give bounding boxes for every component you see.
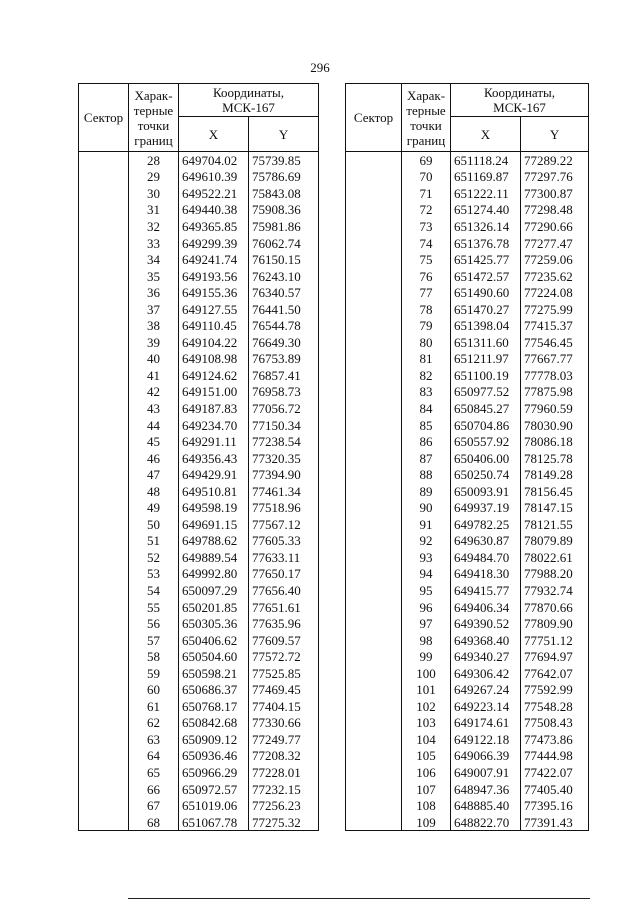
y-coordinate: 77330.66 bbox=[249, 715, 319, 732]
x-coordinate: 649484.70 bbox=[451, 549, 521, 566]
point-number: 70 bbox=[402, 169, 451, 186]
header-sector: Сектор bbox=[346, 84, 402, 152]
header-coordinates bbox=[179, 84, 319, 117]
x-coordinate: 650842.68 bbox=[179, 715, 249, 732]
x-coordinate: 649007.91 bbox=[451, 764, 521, 781]
y-coordinate: 76062.74 bbox=[249, 235, 319, 252]
y-coordinate: 77518.96 bbox=[249, 499, 319, 516]
x-coordinate: 649889.54 bbox=[179, 549, 249, 566]
header-points-line: границ bbox=[134, 132, 173, 148]
x-coordinate: 650250.74 bbox=[451, 466, 521, 483]
y-coordinate: 75981.86 bbox=[249, 218, 319, 235]
point-number: 66 bbox=[129, 781, 179, 798]
x-coordinate: 651211.97 bbox=[451, 351, 521, 368]
point-number: 38 bbox=[129, 317, 179, 334]
x-coordinate: 650598.21 bbox=[179, 665, 249, 682]
y-coordinate: 77208.32 bbox=[249, 748, 319, 765]
point-number: 109 bbox=[402, 814, 451, 831]
point-number: 46 bbox=[129, 450, 179, 467]
y-coordinate: 77642.07 bbox=[521, 665, 589, 682]
x-coordinate: 649174.61 bbox=[451, 715, 521, 732]
y-coordinate: 77870.66 bbox=[521, 599, 589, 616]
header-coords-line: МСК-167 bbox=[493, 100, 546, 115]
coordinates-table-left bbox=[78, 83, 319, 831]
y-coordinate: 77778.03 bbox=[521, 367, 589, 384]
x-coordinate: 649291.11 bbox=[179, 433, 249, 450]
y-coordinate: 75908.36 bbox=[249, 202, 319, 219]
x-coordinate: 649418.30 bbox=[451, 566, 521, 583]
header-coords-line: Координаты, bbox=[213, 85, 284, 100]
header-characteristic-points bbox=[129, 84, 179, 152]
point-number: 75 bbox=[402, 251, 451, 268]
y-coordinate: 77249.77 bbox=[249, 731, 319, 748]
header-coords-line: Координаты, bbox=[484, 85, 555, 100]
x-coordinate: 649522.21 bbox=[179, 185, 249, 202]
point-number: 84 bbox=[402, 400, 451, 417]
y-coordinate: 77605.33 bbox=[249, 533, 319, 550]
page-number: 296 bbox=[310, 60, 330, 75]
x-coordinate: 649610.39 bbox=[179, 169, 249, 186]
point-number: 89 bbox=[402, 483, 451, 500]
y-coordinate: 77461.34 bbox=[249, 483, 319, 500]
x-coordinate: 649510.81 bbox=[179, 483, 249, 500]
point-number: 40 bbox=[129, 351, 179, 368]
x-coordinate: 651311.60 bbox=[451, 334, 521, 351]
y-coordinate: 77469.45 bbox=[249, 682, 319, 699]
x-coordinate: 649992.80 bbox=[179, 566, 249, 583]
point-number: 76 bbox=[402, 268, 451, 285]
x-coordinate: 650966.29 bbox=[179, 764, 249, 781]
y-coordinate: 78149.28 bbox=[521, 466, 589, 483]
header-points-line: границ bbox=[406, 132, 446, 148]
x-coordinate: 648885.40 bbox=[451, 797, 521, 814]
header-sector: Сектор bbox=[79, 84, 129, 152]
point-number: 77 bbox=[402, 284, 451, 301]
point-number: 39 bbox=[129, 334, 179, 351]
y-coordinate: 77395.16 bbox=[521, 797, 589, 814]
x-coordinate: 651425.77 bbox=[451, 251, 521, 268]
y-coordinate: 77275.32 bbox=[249, 814, 319, 831]
y-coordinate: 77667.77 bbox=[521, 351, 589, 368]
header-points-line: терные bbox=[406, 102, 446, 118]
header-points-line: точки bbox=[410, 117, 442, 133]
y-coordinate: 78121.55 bbox=[521, 516, 589, 533]
x-coordinate: 649368.40 bbox=[451, 632, 521, 649]
x-coordinate: 649429.91 bbox=[179, 466, 249, 483]
x-coordinate: 649788.62 bbox=[179, 533, 249, 550]
point-number: 87 bbox=[402, 450, 451, 467]
point-number: 92 bbox=[402, 533, 451, 550]
point-number: 64 bbox=[129, 748, 179, 765]
y-coordinate: 77444.98 bbox=[521, 748, 589, 765]
point-number: 53 bbox=[129, 566, 179, 583]
x-coordinate: 651067.78 bbox=[179, 814, 249, 831]
point-number: 96 bbox=[402, 599, 451, 616]
point-number: 99 bbox=[402, 648, 451, 665]
point-number: 47 bbox=[129, 466, 179, 483]
x-coordinate: 650845.27 bbox=[451, 400, 521, 417]
y-coordinate: 77809.90 bbox=[521, 615, 589, 632]
x-coordinate: 650909.12 bbox=[179, 731, 249, 748]
point-number: 50 bbox=[129, 516, 179, 533]
point-number: 107 bbox=[402, 781, 451, 798]
point-number: 63 bbox=[129, 731, 179, 748]
x-coordinate: 650201.85 bbox=[179, 599, 249, 616]
x-coordinate: 649110.45 bbox=[179, 317, 249, 334]
y-coordinate: 77238.54 bbox=[249, 433, 319, 450]
point-number: 61 bbox=[129, 698, 179, 715]
point-number: 71 bbox=[402, 185, 451, 202]
x-coordinate: 649151.00 bbox=[179, 384, 249, 401]
point-number: 54 bbox=[129, 582, 179, 599]
y-coordinate: 76649.30 bbox=[249, 334, 319, 351]
point-number: 72 bbox=[402, 202, 451, 219]
x-coordinate: 649122.18 bbox=[451, 731, 521, 748]
point-number: 103 bbox=[402, 715, 451, 732]
y-coordinate: 76243.10 bbox=[249, 268, 319, 285]
point-number: 78 bbox=[402, 301, 451, 318]
point-number: 83 bbox=[402, 384, 451, 401]
y-coordinate: 77275.99 bbox=[521, 301, 589, 318]
y-coordinate: 77572.72 bbox=[249, 648, 319, 665]
x-coordinate: 649390.52 bbox=[451, 615, 521, 632]
point-number: 59 bbox=[129, 665, 179, 682]
y-coordinate: 77235.62 bbox=[521, 268, 589, 285]
x-coordinate: 649108.98 bbox=[179, 351, 249, 368]
point-number: 55 bbox=[129, 599, 179, 616]
x-coordinate: 651169.87 bbox=[451, 169, 521, 186]
y-coordinate: 77320.35 bbox=[249, 450, 319, 467]
x-coordinate: 651326.14 bbox=[451, 218, 521, 235]
y-coordinate: 76441.50 bbox=[249, 301, 319, 318]
y-coordinate: 77404.15 bbox=[249, 698, 319, 715]
y-coordinate: 77988.20 bbox=[521, 566, 589, 583]
x-coordinate: 648822.70 bbox=[451, 814, 521, 831]
y-coordinate: 78030.90 bbox=[521, 417, 589, 434]
header-points-line: Харак- bbox=[134, 87, 173, 103]
x-coordinate: 650406.62 bbox=[179, 632, 249, 649]
y-coordinate: 77290.66 bbox=[521, 218, 589, 235]
point-number: 29 bbox=[129, 169, 179, 186]
header-points-line: Харак- bbox=[406, 87, 446, 103]
table-body-right bbox=[346, 152, 589, 831]
y-coordinate: 77256.23 bbox=[249, 797, 319, 814]
point-number: 88 bbox=[402, 466, 451, 483]
x-coordinate: 649306.42 bbox=[451, 665, 521, 682]
coordinates-table-right bbox=[345, 83, 589, 831]
y-coordinate: 77289.22 bbox=[521, 152, 589, 169]
y-coordinate: 77651.61 bbox=[249, 599, 319, 616]
x-coordinate: 649124.62 bbox=[179, 367, 249, 384]
header-coords-line: МСК-167 bbox=[222, 100, 275, 115]
y-coordinate: 77567.12 bbox=[249, 516, 319, 533]
y-coordinate: 77932.74 bbox=[521, 582, 589, 599]
x-coordinate: 649782.25 bbox=[451, 516, 521, 533]
x-coordinate: 650768.17 bbox=[179, 698, 249, 715]
sector-cell bbox=[79, 152, 129, 831]
y-coordinate: 77391.43 bbox=[521, 814, 589, 831]
x-coordinate: 650972.57 bbox=[179, 781, 249, 798]
point-number: 43 bbox=[129, 400, 179, 417]
x-coordinate: 651472.57 bbox=[451, 268, 521, 285]
x-coordinate: 650504.60 bbox=[179, 648, 249, 665]
bottom-divider bbox=[128, 898, 590, 899]
point-number: 65 bbox=[129, 764, 179, 781]
x-coordinate: 649365.85 bbox=[179, 218, 249, 235]
point-number: 97 bbox=[402, 615, 451, 632]
header-x: X bbox=[179, 117, 249, 152]
table-row bbox=[346, 152, 589, 169]
point-number: 80 bbox=[402, 334, 451, 351]
x-coordinate: 651274.40 bbox=[451, 202, 521, 219]
point-number: 79 bbox=[402, 317, 451, 334]
point-number: 102 bbox=[402, 698, 451, 715]
point-number: 34 bbox=[129, 251, 179, 268]
y-coordinate: 77150.34 bbox=[249, 417, 319, 434]
point-number: 28 bbox=[129, 152, 179, 169]
point-number: 106 bbox=[402, 764, 451, 781]
point-number: 60 bbox=[129, 682, 179, 699]
x-coordinate: 650406.00 bbox=[451, 450, 521, 467]
table-row bbox=[79, 152, 319, 169]
header-y: Y bbox=[249, 117, 319, 152]
y-coordinate: 77300.87 bbox=[521, 185, 589, 202]
x-coordinate: 649340.27 bbox=[451, 648, 521, 665]
x-coordinate: 650305.36 bbox=[179, 615, 249, 632]
point-number: 95 bbox=[402, 582, 451, 599]
x-coordinate: 651100.19 bbox=[451, 367, 521, 384]
point-number: 58 bbox=[129, 648, 179, 665]
point-number: 33 bbox=[129, 235, 179, 252]
x-coordinate: 651470.27 bbox=[451, 301, 521, 318]
point-number: 101 bbox=[402, 682, 451, 699]
x-coordinate: 650557.92 bbox=[451, 433, 521, 450]
x-coordinate: 649406.34 bbox=[451, 599, 521, 616]
x-coordinate: 650704.86 bbox=[451, 417, 521, 434]
point-number: 56 bbox=[129, 615, 179, 632]
point-number: 68 bbox=[129, 814, 179, 831]
y-coordinate: 76150.15 bbox=[249, 251, 319, 268]
x-coordinate: 649704.02 bbox=[179, 152, 249, 169]
point-number: 100 bbox=[402, 665, 451, 682]
y-coordinate: 76857.41 bbox=[249, 367, 319, 384]
x-coordinate: 649234.70 bbox=[179, 417, 249, 434]
point-number: 74 bbox=[402, 235, 451, 252]
y-coordinate: 77508.43 bbox=[521, 715, 589, 732]
header-points-line: терные bbox=[133, 102, 174, 118]
y-coordinate: 78156.45 bbox=[521, 483, 589, 500]
y-coordinate: 77751.12 bbox=[521, 632, 589, 649]
y-coordinate: 77405.40 bbox=[521, 781, 589, 798]
x-coordinate: 649267.24 bbox=[451, 682, 521, 699]
point-number: 35 bbox=[129, 268, 179, 285]
y-coordinate: 77394.90 bbox=[249, 466, 319, 483]
x-coordinate: 649630.87 bbox=[451, 533, 521, 550]
y-coordinate: 77422.07 bbox=[521, 764, 589, 781]
x-coordinate: 651490.60 bbox=[451, 284, 521, 301]
x-coordinate: 649187.83 bbox=[179, 400, 249, 417]
point-number: 67 bbox=[129, 797, 179, 814]
point-number: 30 bbox=[129, 185, 179, 202]
x-coordinate: 649691.15 bbox=[179, 516, 249, 533]
x-coordinate: 648947.36 bbox=[451, 781, 521, 798]
x-coordinate: 650097.29 bbox=[179, 582, 249, 599]
point-number: 37 bbox=[129, 301, 179, 318]
header-coordinates bbox=[451, 84, 589, 117]
y-coordinate: 76958.73 bbox=[249, 384, 319, 401]
y-coordinate: 77224.08 bbox=[521, 284, 589, 301]
point-number: 108 bbox=[402, 797, 451, 814]
point-number: 42 bbox=[129, 384, 179, 401]
y-coordinate: 77592.99 bbox=[521, 682, 589, 699]
x-coordinate: 649066.39 bbox=[451, 748, 521, 765]
y-coordinate: 78079.89 bbox=[521, 533, 589, 550]
point-number: 93 bbox=[402, 549, 451, 566]
point-number: 49 bbox=[129, 499, 179, 516]
point-number: 90 bbox=[402, 499, 451, 516]
table-body-left bbox=[79, 152, 319, 831]
y-coordinate: 75843.08 bbox=[249, 185, 319, 202]
point-number: 36 bbox=[129, 284, 179, 301]
y-coordinate: 78125.78 bbox=[521, 450, 589, 467]
y-coordinate: 77297.76 bbox=[521, 169, 589, 186]
y-coordinate: 77232.15 bbox=[249, 781, 319, 798]
y-coordinate: 77473.86 bbox=[521, 731, 589, 748]
y-coordinate: 76544.78 bbox=[249, 317, 319, 334]
x-coordinate: 649415.77 bbox=[451, 582, 521, 599]
x-coordinate: 651019.06 bbox=[179, 797, 249, 814]
point-number: 51 bbox=[129, 533, 179, 550]
point-number: 94 bbox=[402, 566, 451, 583]
y-coordinate: 77056.72 bbox=[249, 400, 319, 417]
point-number: 44 bbox=[129, 417, 179, 434]
y-coordinate: 77415.37 bbox=[521, 317, 589, 334]
y-coordinate: 77277.47 bbox=[521, 235, 589, 252]
point-number: 32 bbox=[129, 218, 179, 235]
point-number: 105 bbox=[402, 748, 451, 765]
y-coordinate: 76340.57 bbox=[249, 284, 319, 301]
y-coordinate: 77259.06 bbox=[521, 251, 589, 268]
point-number: 57 bbox=[129, 632, 179, 649]
point-number: 98 bbox=[402, 632, 451, 649]
y-coordinate: 77228.01 bbox=[249, 764, 319, 781]
y-coordinate: 75739.85 bbox=[249, 152, 319, 169]
x-coordinate: 649127.55 bbox=[179, 301, 249, 318]
x-coordinate: 649937.19 bbox=[451, 499, 521, 516]
point-number: 85 bbox=[402, 417, 451, 434]
point-number: 69 bbox=[402, 152, 451, 169]
point-number: 45 bbox=[129, 433, 179, 450]
y-coordinate: 77609.57 bbox=[249, 632, 319, 649]
point-number: 62 bbox=[129, 715, 179, 732]
point-number: 81 bbox=[402, 351, 451, 368]
y-coordinate: 77525.85 bbox=[249, 665, 319, 682]
point-number: 31 bbox=[129, 202, 179, 219]
y-coordinate: 77960.59 bbox=[521, 400, 589, 417]
x-coordinate: 649223.14 bbox=[451, 698, 521, 715]
x-coordinate: 649241.74 bbox=[179, 251, 249, 268]
y-coordinate: 78086.18 bbox=[521, 433, 589, 450]
y-coordinate: 76753.89 bbox=[249, 351, 319, 368]
x-coordinate: 649193.56 bbox=[179, 268, 249, 285]
point-number: 41 bbox=[129, 367, 179, 384]
header-x: X bbox=[451, 117, 521, 152]
x-coordinate: 651376.78 bbox=[451, 235, 521, 252]
x-coordinate: 651398.04 bbox=[451, 317, 521, 334]
point-number: 82 bbox=[402, 367, 451, 384]
x-coordinate: 649155.36 bbox=[179, 284, 249, 301]
point-number: 104 bbox=[402, 731, 451, 748]
x-coordinate: 651222.11 bbox=[451, 185, 521, 202]
y-coordinate: 77656.40 bbox=[249, 582, 319, 599]
y-coordinate: 78022.61 bbox=[521, 549, 589, 566]
x-coordinate: 650093.91 bbox=[451, 483, 521, 500]
header-characteristic-points bbox=[402, 84, 451, 152]
x-coordinate: 650936.46 bbox=[179, 748, 249, 765]
x-coordinate: 649598.19 bbox=[179, 499, 249, 516]
y-coordinate: 77650.17 bbox=[249, 566, 319, 583]
y-coordinate: 77546.45 bbox=[521, 334, 589, 351]
y-coordinate: 77635.96 bbox=[249, 615, 319, 632]
sector-cell bbox=[346, 152, 402, 831]
x-coordinate: 649104.22 bbox=[179, 334, 249, 351]
x-coordinate: 649356.43 bbox=[179, 450, 249, 467]
y-coordinate: 78147.15 bbox=[521, 499, 589, 516]
x-coordinate: 650686.37 bbox=[179, 682, 249, 699]
point-number: 52 bbox=[129, 549, 179, 566]
x-coordinate: 651118.24 bbox=[451, 152, 521, 169]
point-number: 73 bbox=[402, 218, 451, 235]
x-coordinate: 649440.38 bbox=[179, 202, 249, 219]
y-coordinate: 77875.98 bbox=[521, 384, 589, 401]
y-coordinate: 77694.97 bbox=[521, 648, 589, 665]
point-number: 48 bbox=[129, 483, 179, 500]
x-coordinate: 649299.39 bbox=[179, 235, 249, 252]
x-coordinate: 650977.52 bbox=[451, 384, 521, 401]
header-points-line: точки bbox=[137, 117, 170, 133]
y-coordinate: 75786.69 bbox=[249, 169, 319, 186]
y-coordinate: 77298.48 bbox=[521, 202, 589, 219]
header-y: Y bbox=[521, 117, 589, 152]
y-coordinate: 77548.28 bbox=[521, 698, 589, 715]
point-number: 86 bbox=[402, 433, 451, 450]
y-coordinate: 77633.11 bbox=[249, 549, 319, 566]
point-number: 91 bbox=[402, 516, 451, 533]
